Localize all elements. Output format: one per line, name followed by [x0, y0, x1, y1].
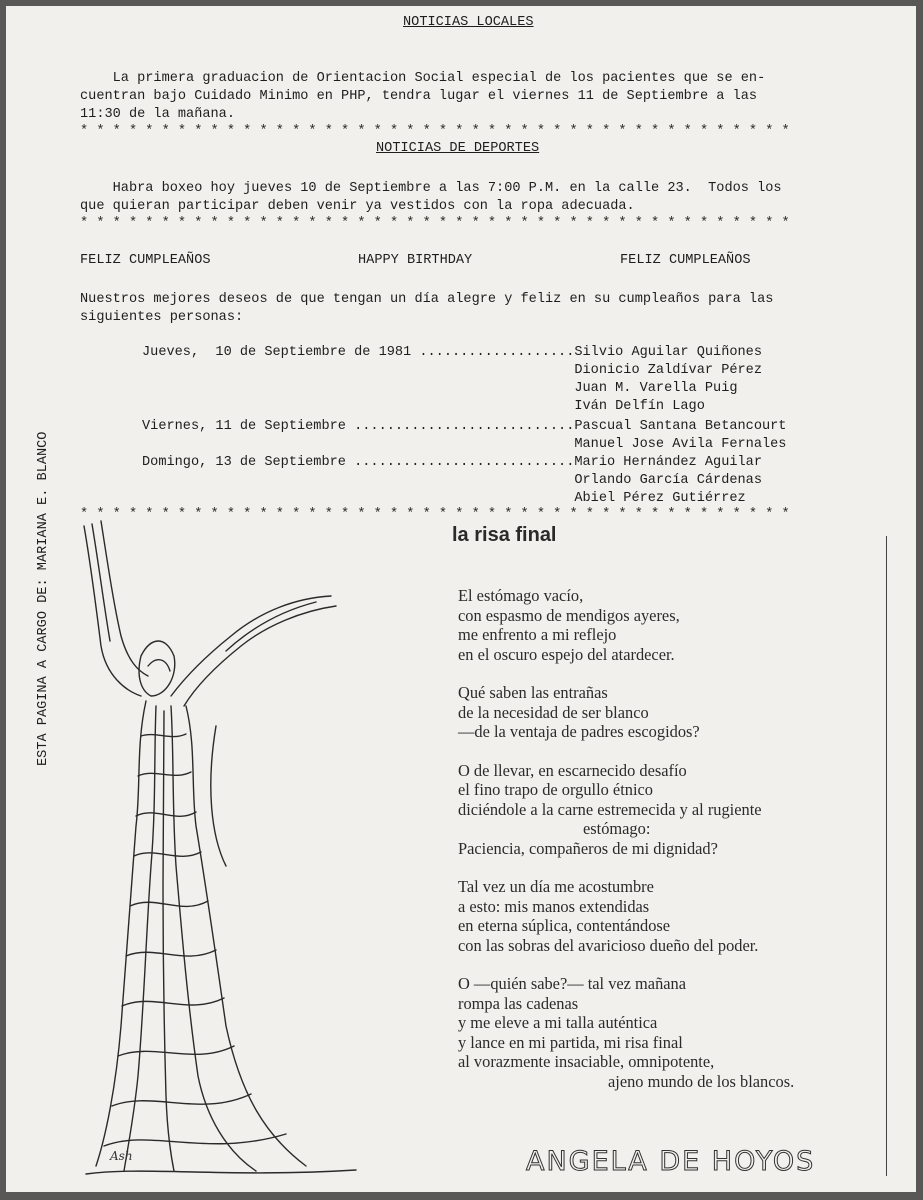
sports-news-line-2: que quieran participar deben venir ya vestidos con la ropa adecuada. — [80, 199, 635, 214]
birthday-header-left: FELIZ CUMPLEAÑOS — [80, 253, 211, 268]
birthday-row: Juan M. Varella Puig — [142, 381, 738, 396]
birthday-header-right: FELIZ CUMPLEAÑOS — [620, 253, 751, 268]
poem-line: en el oscuro espejo del atardecer. — [458, 644, 675, 664]
poem-line: el fino trapo de orgullo étnico — [458, 780, 653, 799]
poem-line: con espasmo de mendigos ayeres, — [458, 605, 680, 625]
poem-line: O —quién sabe?— tal vez mañana — [458, 974, 687, 993]
figure-line — [101, 521, 148, 676]
poem-title: la risa final — [452, 524, 557, 546]
figure-line — [134, 852, 201, 856]
poem-line: rompa las cadenas — [458, 993, 579, 1013]
separator-3: * * * * * * * * * * * * * * * * * * * * * * * * * * * * * * * * * * * * * * * * * * * * — [80, 507, 790, 522]
figure-line — [126, 950, 216, 956]
local-news-heading: NOTICIAS LOCALES — [403, 15, 534, 30]
figure-line — [148, 660, 170, 671]
figure-line — [86, 1170, 356, 1174]
poem-line: estómago: — [583, 819, 651, 838]
birthday-row: Dionicio Zaldívar Pérez — [142, 363, 762, 378]
document-page — [6, 6, 916, 1192]
poem-stanza — [458, 683, 794, 742]
poem-line: ajeno mundo de los blancos. — [608, 1071, 795, 1091]
poem-line: en eterna súplica, contentándose — [458, 916, 671, 935]
figure-line — [171, 596, 331, 696]
vertical-rule — [886, 536, 887, 1176]
poem-line: con las sobras del avaricioso dueño del poder. — [458, 935, 759, 955]
poem-line: Qué saben las entrañas — [458, 683, 608, 702]
poem-line: me enfrento a mi reflejo — [458, 625, 617, 644]
woman-figure-illustration — [66, 506, 396, 1186]
birthday-row: Viernes, 11 de Septiembre ...........................Pascual Santana Betancourt — [142, 419, 787, 434]
illustration-signature: Ash — [110, 1149, 133, 1163]
poem-line: diciéndole a la carne estremecida y al rugiente — [458, 799, 762, 819]
local-news-line-1: La primera graduacion de Orientacion Social especial de los pacientes que se en- — [80, 71, 766, 86]
birthday-row: Manuel Jose Avila Fernales — [142, 437, 787, 452]
poem-author: ANGELA DE HOYOS — [526, 1146, 816, 1177]
birthday-intro-2: siguientes personas: — [80, 310, 244, 325]
poem-stanza — [458, 586, 794, 664]
poem-stanza — [458, 974, 794, 1091]
separator-2: * * * * * * * * * * * * * * * * * * * * * * * * * * * * * * * * * * * * * * * * * * * * — [80, 216, 790, 231]
birthday-intro-1: Nuestros mejores deseos de que tengan un día alegre y feliz en su cumpleaños para las — [80, 292, 774, 307]
separator-1: * * * * * * * * * * * * * * * * * * * * * * * * * * * * * * * * * * * * * * * * * * * * — [80, 124, 790, 139]
birthday-row: Iván Delfín Lago — [142, 399, 705, 414]
birthday-row: Abiel Pérez Gutiérrez — [142, 491, 746, 506]
birthday-row: Orlando García Cárdenas — [142, 473, 762, 488]
figure-line — [138, 772, 191, 776]
birthday-row: Jueves, 10 de Septiembre de 1981 ...................Silvio Aguilar Quiñones — [142, 345, 762, 360]
poem-stanza — [458, 761, 794, 859]
sports-news-line-1: Habra boxeo hoy jueves 10 de Septiembre a las 7:00 P.M. en la calle 23. Todos los — [80, 181, 782, 196]
birthday-header-center: HAPPY BIRTHDAY — [358, 253, 473, 268]
local-news-line-3: 11:30 de la mañana. — [80, 107, 235, 122]
poem-line: O de llevar, en escarnecido desafío — [458, 760, 687, 780]
sports-news-heading: NOTICIAS DE DEPORTES — [376, 141, 540, 156]
poem-line: Tal vez un día me acostumbre — [458, 877, 654, 896]
figure-line — [92, 524, 110, 641]
figure-line — [84, 526, 141, 696]
figure-line — [122, 998, 224, 1006]
poem-line: Paciencia, compañeros de mi dignidad? — [458, 838, 718, 858]
poem-body — [458, 586, 794, 1110]
birthday-row: Domingo, 13 de Septiembre ...........................Mario Hernández Aguilar — [142, 455, 762, 470]
figure-line — [118, 1046, 234, 1056]
figure-line — [130, 901, 208, 906]
figure-line — [112, 1094, 251, 1106]
poem-line: y lance en mi partida, mi risa final — [458, 1032, 683, 1052]
poem-line: a esto: mis manos extendidas — [458, 896, 650, 916]
poem-line: El estómago vacío, — [458, 586, 584, 605]
figure-line — [96, 701, 146, 1166]
poem-line: al vorazmente insaciable, omnipotente, — [458, 1052, 715, 1071]
figure-line — [136, 812, 196, 816]
poem-stanza — [458, 877, 794, 955]
poem-line: —de la ventaja de padres escogidos? — [458, 722, 700, 741]
poem-line: y me eleve a mi talla auténtica — [458, 1013, 658, 1032]
figure-line — [104, 1134, 286, 1146]
page-credit-vertical: ESTA PAGINA A CARGO DE: MARIANA E. BLANCO — [36, 431, 51, 766]
figure-line — [211, 726, 226, 866]
local-news-line-2: cuentran bajo Cuidado Minimo en PHP, tendra lugar el viernes 11 de Septiembre a las — [80, 89, 758, 104]
poem-line: de la necesidad de ser blanco — [458, 702, 649, 722]
